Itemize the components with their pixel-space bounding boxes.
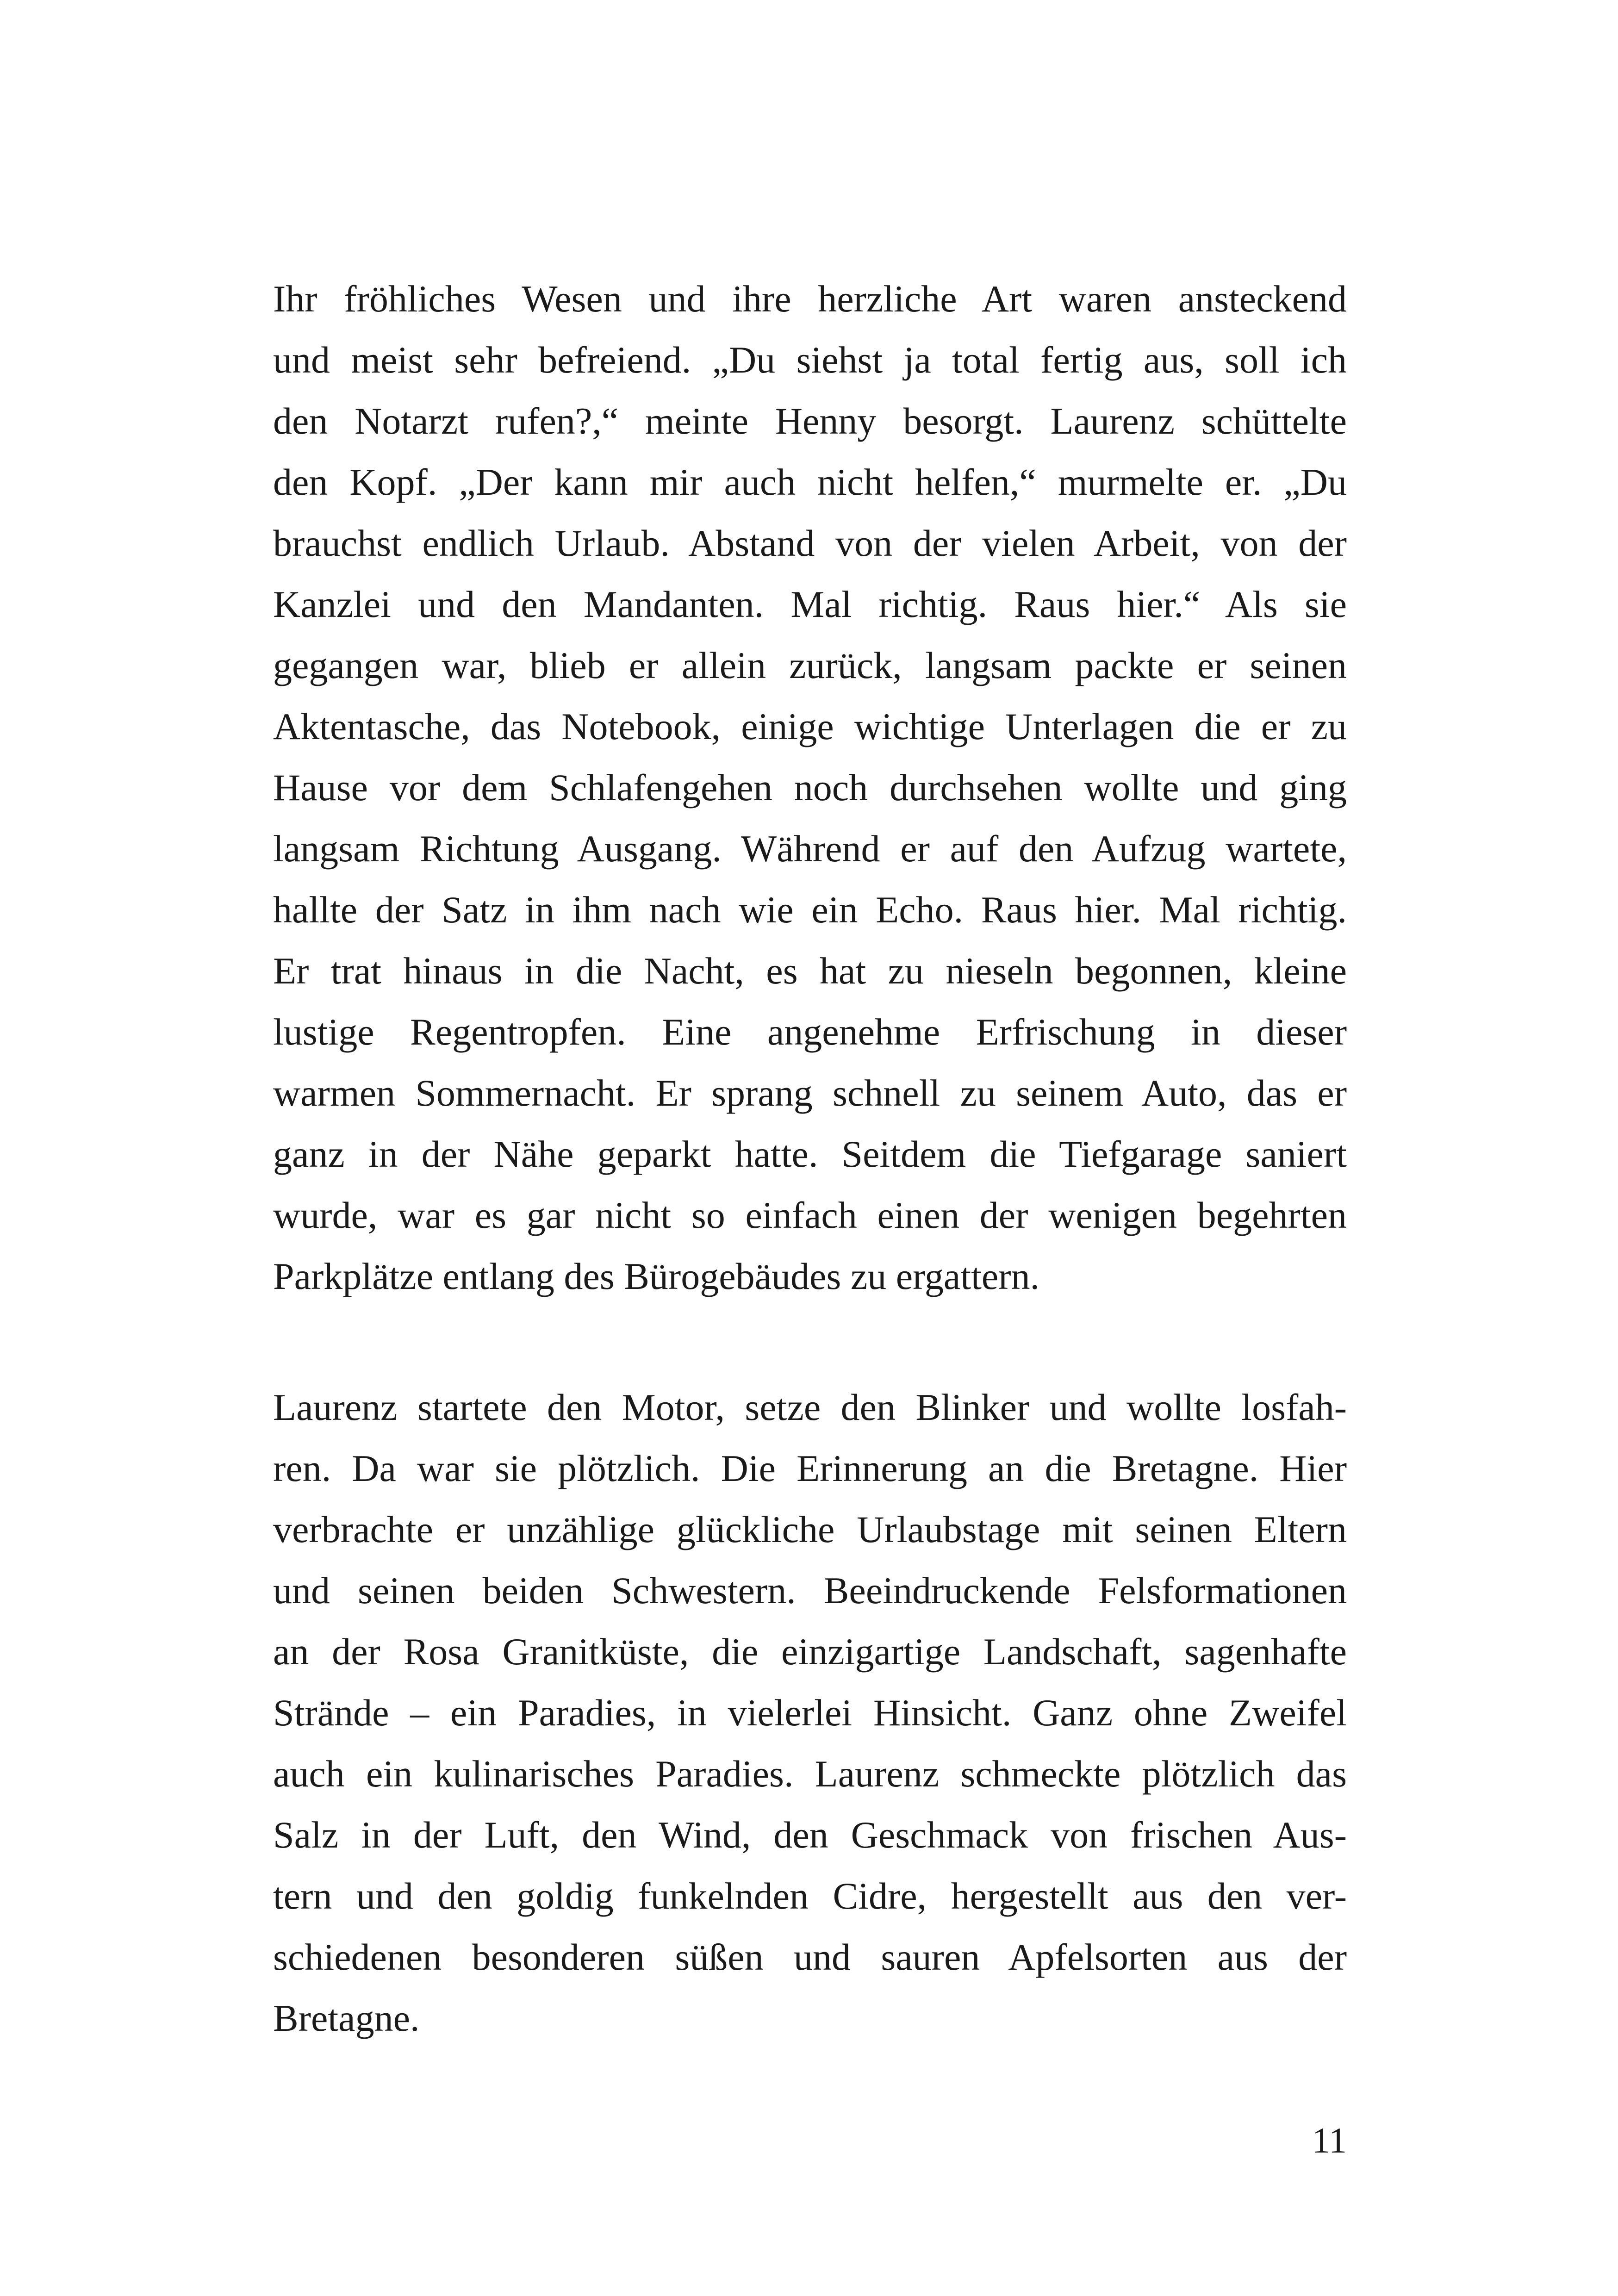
paragraph-line: gegangen war, blieb er allein zurück, langsam packte er seinen [273, 644, 1347, 686]
paragraph-line: brauchst endlich Urlaub. Abstand von der vielen Arbeit, von der [273, 522, 1347, 564]
paragraph-line: tern und den goldig funkelnden Cidre, hergestellt aus den ver- [273, 1875, 1347, 1917]
paragraph-line: schiedenen besonderen süßen und sauren Apfelsorten aus der [273, 1936, 1347, 1978]
paragraph-line: Ihr fröhliches Wesen und ihre herzliche Art waren ansteckend [273, 278, 1347, 320]
paragraph-line: den Notarzt rufen?,“ meinte Henny besorgt. Laurenz schüttelte [273, 400, 1347, 442]
paragraph-line: an der Rosa Granitküste, die einzigartige Landschaft, sagenhafte [273, 1630, 1347, 1673]
paragraph-2 [273, 1377, 1347, 2049]
paragraph-line: ganz in der Nähe geparkt hatte. Seitdem die Tiefgarage saniert [273, 1133, 1347, 1175]
paragraph-line: Salz in der Luft, den Wind, den Geschmack von frischen Aus- [273, 1814, 1347, 1856]
paragraph-1 [273, 268, 1347, 1307]
paragraph-line: lustige Regentropfen. Eine angenehme Erfrischung in dieser [273, 1011, 1347, 1053]
paragraph-line: auch ein kulinarisches Paradies. Laurenz schmeckte plötzlich das [273, 1753, 1347, 1795]
paragraph-line: Strände – ein Paradies, in vielerlei Hinsicht. Ganz ohne Zweifel [273, 1692, 1347, 1734]
paragraph-line: warmen Sommernacht. Er sprang schnell zu seinem Auto, das er [273, 1072, 1347, 1114]
paragraph-line: Kanzlei und den Mandanten. Mal richtig. Raus hier.“ Als sie [273, 583, 1347, 625]
paragraph-line: verbrachte er unzählige glückliche Urlaubstage mit seinen Eltern [273, 1508, 1347, 1550]
paragraph-line: wurde, war es gar nicht so einfach einen der wenigen begehrten [273, 1194, 1347, 1236]
paragraph-line: Bretagne. [273, 1997, 420, 2039]
paragraph-line: Er trat hinaus in die Nacht, es hat zu nieseln begonnen, kleine [273, 950, 1347, 992]
paragraph-line: Hause vor dem Schlafengehen noch durchsehen wollte und ging [273, 766, 1347, 809]
paragraph-line: hallte der Satz in ihm nach wie ein Echo. Raus hier. Mal richtig. [273, 889, 1347, 931]
page-number: 11 [1312, 2120, 1347, 2160]
paragraph-line: und seinen beiden Schwestern. Beeindruckende Felsformationen [273, 1569, 1347, 1612]
paragraph-line: langsam Richtung Ausgang. Während er auf den Aufzug wartete, [273, 828, 1347, 870]
paragraph-line: den Kopf. „Der kann mir auch nicht helfen,“ murmelte er. „Du [273, 461, 1347, 503]
paragraph-line: Laurenz startete den Motor, setze den Blinker und wollte losfah- [273, 1386, 1347, 1428]
paragraph-line: Aktentasche, das Notebook, einige wichtige Unterlagen die er zu [273, 705, 1347, 747]
paragraph-line: und meist sehr befreiend. „Du siehst ja total fertig aus, soll ich [273, 339, 1347, 381]
paragraph-line: Parkplätze entlang des Bürogebäudes zu ergattern. [273, 1255, 1040, 1297]
paragraph-line: ren. Da war sie plötzlich. Die Erinnerung an die Bretagne. Hier [273, 1447, 1347, 1489]
